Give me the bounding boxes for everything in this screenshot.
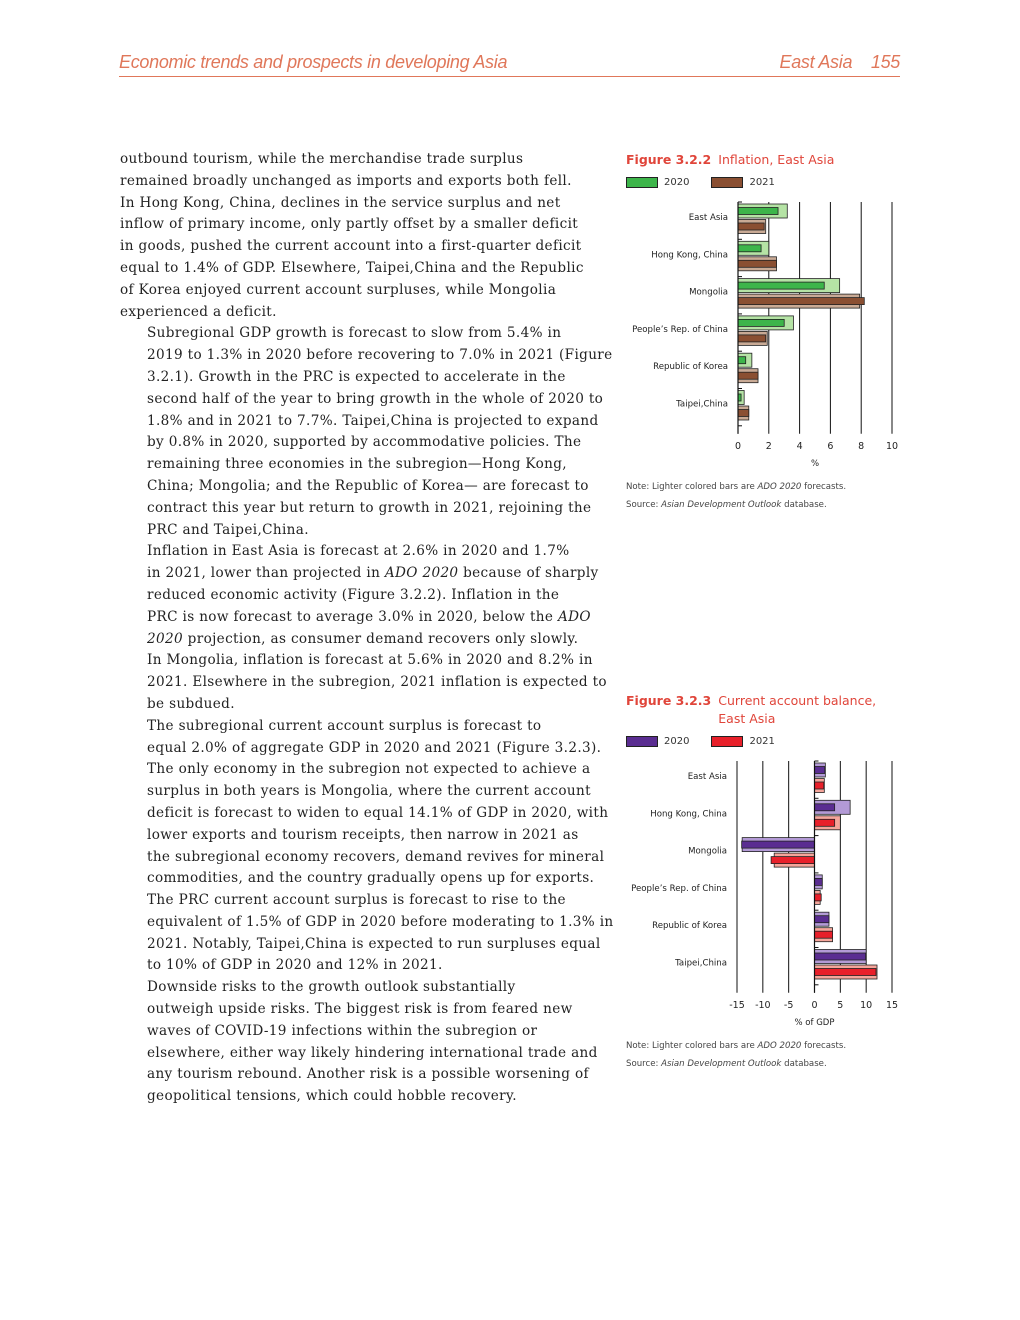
text-line: remaining three economies in the subregion—Hong Kong, bbox=[147, 456, 567, 473]
text-line: PRC is now forecast to average 3.0% in 2020, below the ADO bbox=[147, 608, 591, 625]
note-italic: ADO 2020 bbox=[757, 1041, 802, 1051]
legend-item-2020 bbox=[626, 177, 689, 188]
text-line: 2021. Elsewhere in the subregion, 2021 inflation is expected to bbox=[147, 674, 607, 691]
figure-note bbox=[626, 1037, 906, 1055]
text-line: 2020 projection, as consumer demand recovers only slowly. bbox=[147, 630, 579, 647]
legend-item-2021 bbox=[711, 177, 774, 188]
figure-current-account bbox=[626, 692, 906, 1073]
legend-label: 2021 bbox=[749, 177, 775, 188]
body-paragraph bbox=[120, 716, 614, 978]
category-label: East Asia bbox=[687, 772, 727, 782]
text-line: to 10% of GDP in 2020 and 12% in 2021. bbox=[147, 957, 443, 974]
legend-item-2021 bbox=[711, 736, 774, 747]
text-line: 3.2.1). Growth in the PRC is expected to accelerate in the bbox=[147, 368, 566, 385]
chart-legend bbox=[626, 177, 906, 188]
category-label: People’s Rep. of China bbox=[632, 324, 728, 335]
text-line: any tourism rebound. Another risk is a possible worsening of bbox=[147, 1066, 589, 1083]
x-tick-label: 8 bbox=[858, 440, 865, 452]
figure-caption: Current account balance, East Asia bbox=[718, 693, 877, 726]
x-tick-label: 15 bbox=[885, 999, 899, 1011]
text-line: second half of the year to bring growth in the whole of 2020 to bbox=[147, 390, 604, 407]
source-text: database. bbox=[781, 1059, 827, 1069]
category-label: Hong Kong, China bbox=[650, 809, 727, 820]
text-line: The PRC current account surplus is forecast to rise to the bbox=[147, 892, 566, 909]
text-line: elsewhere, either way likely hindering international trade and bbox=[147, 1044, 598, 1061]
text-line: 2021. Notably, Taipei,China is expected to run surpluses equal bbox=[147, 935, 601, 952]
bar-2021 bbox=[738, 223, 764, 230]
bar-2021 bbox=[738, 260, 777, 267]
note-text: forecasts. bbox=[801, 482, 847, 492]
source-text: Source: bbox=[626, 500, 662, 510]
source-italic: Asian Development Outlook bbox=[661, 500, 782, 510]
note-text: Note: Lighter colored bars are bbox=[626, 482, 758, 492]
text-line: contract this year but return to growth in 2021, rejoining the bbox=[147, 499, 592, 516]
body-text-column bbox=[120, 149, 614, 1108]
text-line: the subregional economy recovers, demand revives for mineral bbox=[147, 848, 605, 865]
text-line: by 0.8% in 2020, supported by accommodative policies. The bbox=[147, 434, 582, 451]
text-line: equivalent of 1.5% of GDP in 2020 before moderating to 1.3% in bbox=[147, 913, 614, 930]
bar-2020 bbox=[815, 767, 825, 774]
x-tick-label: 6 bbox=[827, 440, 834, 452]
x-tick-label: 4 bbox=[796, 440, 803, 452]
legend-label: 2020 bbox=[664, 177, 690, 188]
text-line: reduced economic activity (Figure 3.2.2). Inflation in the bbox=[147, 586, 560, 603]
x-tick-label: 10 bbox=[860, 999, 873, 1011]
text-line: in 2021, lower than projected in ADO 2020 because of sharply bbox=[147, 565, 599, 582]
text-line: remained broadly unchanged as imports and exports both fell. bbox=[120, 172, 572, 189]
source-text: Source: bbox=[626, 1059, 662, 1069]
body-paragraph bbox=[120, 541, 607, 715]
running-head bbox=[119, 50, 900, 77]
text-line: waves of COVID-19 infections within the subregion or bbox=[147, 1022, 538, 1039]
figure-caption: Inflation, East Asia bbox=[718, 152, 835, 167]
x-tick-label: -5 bbox=[783, 999, 794, 1011]
legend-item-2020 bbox=[626, 736, 689, 747]
text-line: The only economy in the subregion not expected to achieve a bbox=[147, 761, 591, 778]
text-line: Inflation in East Asia is forecast at 2.6% in 2020 and 1.7% bbox=[147, 543, 570, 560]
category-label: Mongolia bbox=[689, 287, 728, 298]
text-line: China; Mongolia; and the Republic of Korea— are forecast to bbox=[147, 477, 589, 494]
legend-swatch bbox=[626, 177, 658, 188]
page-number: 155 bbox=[870, 52, 900, 72]
text-line: be subdued. bbox=[147, 695, 235, 712]
category-label: Republic of Korea bbox=[653, 362, 728, 373]
category-label: Taipei,China bbox=[676, 399, 728, 410]
text-line: commodities, and the country gradually opens up for exports. bbox=[147, 870, 595, 887]
bar-2020 bbox=[738, 282, 824, 289]
bar-2021 bbox=[738, 298, 864, 305]
x-tick-label: 0 bbox=[734, 440, 742, 452]
chart-legend bbox=[626, 736, 906, 747]
bar-2020 bbox=[815, 804, 835, 811]
bar-2021 bbox=[815, 782, 824, 789]
text-line: equal to 1.4% of GDP. Elsewhere, Taipei,China and the Republic bbox=[120, 259, 584, 276]
body-paragraph bbox=[120, 977, 598, 1108]
bar-2021 bbox=[738, 410, 749, 417]
text-line: inflow of primary income, only partly offset by a smaller deficit bbox=[120, 216, 579, 233]
note-text: Note: Lighter colored bars are bbox=[626, 1041, 758, 1051]
category-label: Taipei,China bbox=[675, 958, 727, 969]
bar-2021 bbox=[815, 931, 833, 938]
category-label: People’s Rep. of China bbox=[631, 883, 727, 894]
bar-2020 bbox=[815, 953, 866, 960]
text-line: lower exports and tourism receipts, then narrow in 2021 as bbox=[147, 826, 579, 843]
figure-title bbox=[626, 692, 906, 728]
text-line: In Hong Kong, China, declines in the service surplus and net bbox=[120, 194, 561, 211]
text-line: deficit is forecast to widen to equal 14.1% of GDP in 2020, with bbox=[147, 804, 609, 821]
text-line: equal 2.0% of aggregate GDP in 2020 and 2021 (Figure 3.2.3). bbox=[147, 739, 602, 756]
bar-2021 bbox=[738, 335, 766, 342]
bar-2020 bbox=[738, 245, 761, 252]
bar-2020 bbox=[815, 916, 829, 923]
legend-swatch bbox=[626, 736, 658, 747]
text-line: The subregional current account surplus is forecast to bbox=[147, 717, 542, 734]
bar-2020 bbox=[742, 841, 815, 848]
category-label: Hong Kong, China bbox=[651, 250, 728, 261]
text-line: 1.8% and in 2021 to 7.7%. Taipei,China is projected to expand bbox=[147, 412, 599, 429]
x-tick-label: 5 bbox=[837, 999, 844, 1011]
body-paragraph bbox=[120, 323, 613, 541]
bar-2021 bbox=[815, 969, 876, 976]
bar-2021 bbox=[815, 894, 822, 901]
current-account-bar-chart bbox=[626, 747, 906, 1037]
text-line: 2019 to 1.3% in 2020 before recovering to 7.0% in 2021 (Figure bbox=[147, 347, 613, 364]
figure-note bbox=[626, 478, 906, 496]
figure-inflation bbox=[626, 151, 906, 514]
category-label: Republic of Korea bbox=[652, 921, 727, 932]
x-tick-label: 10 bbox=[885, 440, 899, 452]
bar-2020 bbox=[738, 208, 778, 215]
bar-2020 bbox=[738, 319, 784, 326]
figure-source bbox=[626, 1055, 906, 1073]
text-line: Downside risks to the growth outlook substantially bbox=[147, 979, 516, 996]
figure-number: Figure 3.2.3 bbox=[626, 693, 712, 708]
category-label: East Asia bbox=[688, 213, 728, 223]
body-paragraph bbox=[120, 149, 590, 323]
x-tick-label: -10 bbox=[755, 999, 771, 1011]
text-line: in goods, pushed the current account into a first-quarter deficit bbox=[120, 238, 582, 255]
x-axis-label: % of GDP bbox=[794, 1017, 835, 1028]
bar-2021 bbox=[738, 372, 758, 379]
figure-number: Figure 3.2.2 bbox=[626, 152, 712, 167]
bar-2021 bbox=[771, 857, 814, 864]
x-tick-label: -15 bbox=[729, 999, 745, 1011]
text-line: PRC and Taipei,China. bbox=[147, 521, 309, 538]
note-text: forecasts. bbox=[801, 1041, 847, 1051]
x-axis-label: % bbox=[810, 458, 820, 469]
x-tick-label: 0 bbox=[811, 999, 818, 1011]
legend-swatch bbox=[711, 177, 743, 188]
figure-source bbox=[626, 496, 906, 514]
bar-2021 bbox=[815, 819, 835, 826]
text-line: In Mongolia, inflation is forecast at 5.6% in 2020 and 8.2% in bbox=[147, 652, 593, 669]
figure-title bbox=[626, 151, 906, 169]
running-head-right bbox=[765, 52, 900, 73]
running-head-section: East Asia bbox=[779, 52, 853, 72]
note-italic: ADO 2020 bbox=[757, 482, 802, 492]
legend-label: 2021 bbox=[749, 736, 775, 747]
legend-swatch bbox=[711, 736, 743, 747]
source-italic: Asian Development Outlook bbox=[661, 1059, 782, 1069]
text-line: geopolitical tensions, which could hobble recovery. bbox=[147, 1088, 517, 1105]
category-label: Mongolia bbox=[688, 846, 727, 857]
source-text: database. bbox=[781, 500, 827, 510]
bar-2020 bbox=[738, 357, 746, 364]
text-line: surplus in both years is Mongolia, where the current account bbox=[147, 783, 591, 800]
text-line: of Korea enjoyed current account surpluses, while Mongolia bbox=[120, 281, 557, 298]
bar-2020 bbox=[815, 878, 823, 885]
text-line: outweigh upside risks. The biggest risk is from feared new bbox=[147, 1001, 573, 1018]
text-line: experienced a deficit. bbox=[120, 303, 277, 320]
x-tick-label: 2 bbox=[765, 440, 772, 452]
text-line: outbound tourism, while the merchandise trade surplus bbox=[120, 151, 524, 167]
text-line: Subregional GDP growth is forecast to slow from 5.4% in bbox=[147, 325, 562, 342]
legend-label: 2020 bbox=[664, 736, 690, 747]
running-head-title: Economic trends and prospects in developing Asia bbox=[119, 52, 508, 72]
inflation-bar-chart bbox=[626, 188, 906, 478]
